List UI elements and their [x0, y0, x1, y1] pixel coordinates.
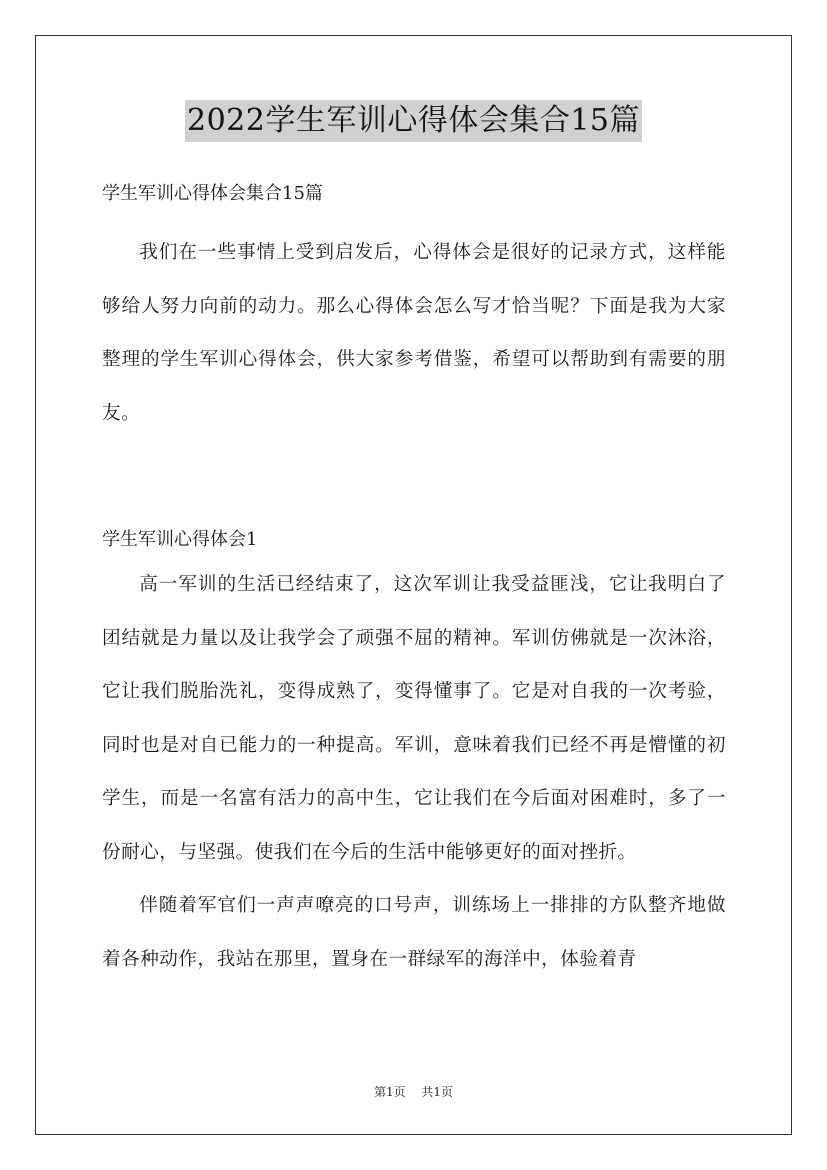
- document-title: 2022学生军训心得体会集合15篇: [185, 100, 642, 142]
- document-subtitle: 学生军训心得体会集合15篇: [102, 183, 323, 204]
- page-number-total: 共1页: [421, 1085, 454, 1099]
- section1-paragraph-2: 伴随着军官们一声声嘹亮的口号声，训练场上一排排的方队整齐地做着各种动作，我站在那里，置身在一群绿军的海洋中，体验着青: [102, 895, 726, 970]
- page-footer: [0, 1083, 827, 1100]
- intro-paragraph: 我们在一些事情上受到启发后，心得体会是很好的记录方式，这样能够给人努力向前的动力。那么心得体会怎么写才恰当呢？下面是我为大家整理的学生军训心得体会，供大家参考借鉴，希望可以帮助到有需要的朋友。: [102, 242, 726, 424]
- page-number-current: 第1页: [373, 1085, 406, 1099]
- title-container: [0, 100, 827, 142]
- section1-paragraph-1: 高一军训的生活已经结束了，这次军训让我受益匪浅，它让我明白了团结就是力量以及让我学会了顽强不屈的精神。军训仿佛就是一次沐浴，它让我们脱胎洗礼，变得成熟了，变得懂事了。它是对自我的一次考验，同时也是对自已能力的一种提高。军训，意味着我们已经不再是懵懂的初学生，而是一名富有活力的高中生，它让我们在今后面对困难时，多了一份耐心，与坚强。使我们在今后的生活中能够更好的面对挫折。: [102, 574, 726, 863]
- section-heading-1: 学生军训心得体会1: [102, 529, 258, 550]
- document-body: [102, 176, 726, 986]
